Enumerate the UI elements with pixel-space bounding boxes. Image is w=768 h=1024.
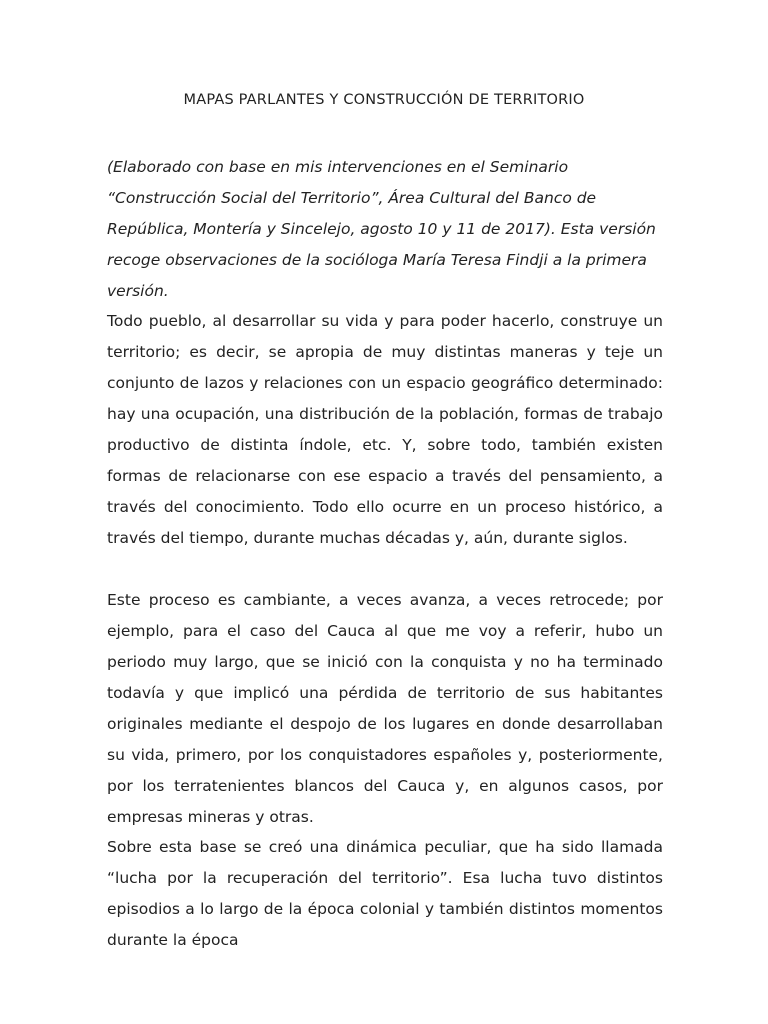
- intro-paragraph: (Elaborado con base en mis intervenciones en el Seminario “Construcción Social del Territorio”, Área Cultural del Banco de República, Montería y Sincelejo, agosto 10 y 11 de 2017). Esta versión recoge observaciones de la socióloga María Teresa Findji a la primera versión.: [107, 158, 656, 300]
- body-paragraph-2: Este proceso es cambiante, a veces avanza, a veces retrocede; por ejemplo, para el caso del Cauca al que me voy a referir, hubo un periodo muy largo, que se inició con la conquista y no ha terminado todavía y que implicó una pérdida de territorio de sus habitantes originales mediante el despojo de los lugares en donde desarrollaban su vida, primero, por los conquistadores españoles y, posteriormente, por los terratenientes blancos del Cauca y, en algunos casos, por empresas mineras y otras.: [107, 591, 663, 826]
- document-title: MAPAS PARLANTES Y CONSTRUCCIÓN DE TERRITORIO: [183, 92, 585, 108]
- body-paragraph-1: Todo pueblo, al desarrollar su vida y para poder hacerlo, construye un territorio; es decir, se apropia de muy distintas maneras y teje un conjunto de lazos y relaciones con un espacio geográfico determinado: hay una ocupación, una distribución de la población, formas de trabajo productivo de distinta índole, etc. Y, sobre todo, también existen formas de relacionarse con ese espacio a través del pensamiento, a través del conocimiento. Todo ello ocurre en un proceso histórico, a través del tiempo, durante muchas décadas y, aún, durante siglos.: [107, 312, 663, 547]
- body-paragraph-3: Sobre esta base se creó una dinámica peculiar, que ha sido llamada “lucha por la recuperación del territorio”. Esa lucha tuvo distintos episodios a lo largo de la época colonial y también distintos momentos durante la época: [107, 838, 663, 949]
